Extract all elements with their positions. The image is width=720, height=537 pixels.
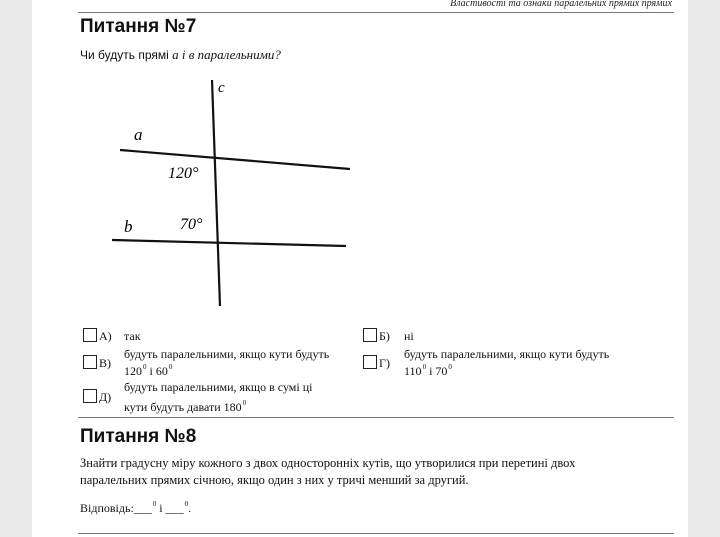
- option-g-mid: і: [426, 364, 436, 378]
- option-g-checkbox[interactable]: [363, 355, 377, 369]
- answer-line: Відповідь:___$^0$ і ___$^0$.: [80, 500, 192, 515]
- answer-label: Відповідь:: [80, 501, 134, 515]
- option-a-text: так: [124, 329, 141, 343]
- option-v-letter: В): [99, 356, 111, 370]
- option-d-line2-text: кути будуть давати: [124, 400, 224, 414]
- question-7-prompt: [80, 46, 281, 64]
- label-b: b: [124, 217, 133, 236]
- prompt-line-a: a: [172, 47, 179, 62]
- footer-rule: [78, 533, 674, 534]
- option-v-line1: будуть паралельними, якщо кути будуть: [124, 347, 330, 361]
- line-b: [112, 240, 346, 246]
- option-a-letter: А): [99, 329, 112, 343]
- prompt-line-b: в: [188, 47, 195, 62]
- prompt-prefix: Чи будуть прямі: [80, 48, 173, 62]
- option-d-checkbox[interactable]: [83, 389, 97, 403]
- option-v-mid: і: [146, 364, 156, 378]
- angle-120-label: 120°: [168, 165, 199, 182]
- option-a-checkbox[interactable]: [83, 328, 97, 342]
- label-c: c: [218, 80, 225, 96]
- answer-and: і: [156, 501, 166, 515]
- option-d-letter: Д): [99, 390, 112, 404]
- option-d-val: 180: [223, 400, 242, 414]
- option-d-text: [124, 381, 312, 414]
- option-v-checkbox[interactable]: [83, 355, 97, 369]
- prompt-mid: і: [178, 47, 189, 62]
- question-divider: [78, 417, 674, 418]
- option-d-line1: будуть паралельними, якщо в сумі ці: [124, 380, 313, 394]
- option-g-text: [404, 348, 609, 378]
- option-g-line2: $110^0$ і $70^0$: [404, 363, 452, 378]
- running-header: Властивості та ознаки паралельних прямих прямих: [450, 0, 672, 9]
- option-v-val1: 120: [124, 364, 142, 378]
- angle-70-label: 70°: [180, 216, 203, 233]
- option-g-val2: 70: [435, 364, 448, 378]
- option-b-letter: Б): [379, 329, 390, 343]
- question-8-title: Питання №8: [80, 426, 197, 447]
- option-d-line2: кути будуть давати $180^0$: [124, 399, 247, 414]
- question-7-title: Питання №7: [80, 16, 197, 37]
- line-a: [120, 150, 350, 169]
- question-8-line1: Знайти градусну міру кожного з двох односторонніх кутів, що утворилися при перетині двох: [80, 456, 576, 470]
- option-v-text: [124, 348, 329, 378]
- answer-blank-2[interactable]: ___: [165, 501, 184, 515]
- label-a: a: [134, 125, 143, 144]
- question-8-text: [80, 455, 575, 489]
- option-b-text: ні: [404, 329, 414, 343]
- transversal-line-c: [212, 80, 220, 306]
- option-v-val2: 60: [155, 364, 168, 378]
- option-g-line1: будуть паралельними, якщо кути будуть: [404, 347, 610, 361]
- answer-end: .: [188, 501, 192, 515]
- parallel-lines-figure: [110, 76, 360, 311]
- option-v-line2: $120^0$ і $60^0$: [124, 363, 173, 378]
- option-g-val1: 110: [404, 364, 422, 378]
- header-rule: [78, 12, 674, 13]
- worksheet-page: [32, 0, 688, 537]
- answer-blank-1[interactable]: ___: [133, 501, 152, 515]
- question-8-line2: паралельних прямих січною, якщо один з них у тричі менший за другий.: [80, 473, 469, 487]
- prompt-suffix: паралельними?: [194, 47, 281, 62]
- option-b-checkbox[interactable]: [363, 328, 377, 342]
- option-g-letter: Г): [379, 356, 390, 370]
